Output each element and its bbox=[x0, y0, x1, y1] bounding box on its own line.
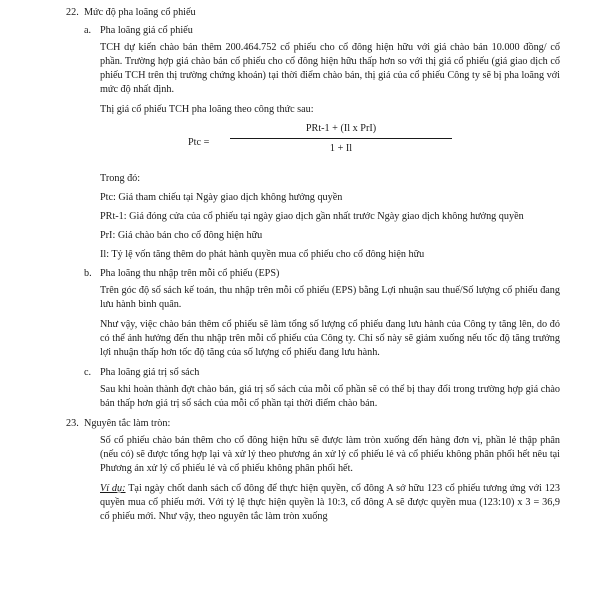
formula-denominator: 1 + Il bbox=[329, 143, 353, 154]
subsection-a-number: a. bbox=[84, 25, 92, 36]
section-23-paragraph-1: Số cổ phiếu chào bán thêm cho cổ đông hiện hữu sẽ được làm tròn xuống đến hàng đơn vị, phần lẻ thập phân (nếu có) sẽ được tổng hợp lại và xử lý theo phương án xử lý cổ phiếu lẻ và cổ phiếu không phân phối hết nêu tại Phương án xử lý cổ phiếu lẻ và cổ phiếu không phân phối hết. bbox=[100, 435, 560, 474]
section-23-number: 23. bbox=[66, 418, 79, 429]
subsection-b-paragraph-1: Trên góc độ sổ sách kế toán, thu nhập trên mỗi cổ phiếu (EPS) bằng Lợi nhuận sau thuế/Số lượng cổ phiếu đang lưu hành bình quân. bbox=[100, 285, 560, 310]
where-label: Trong đó: bbox=[100, 173, 141, 184]
section-22-heading bbox=[66, 6, 560, 20]
dilution-formula bbox=[84, 122, 560, 166]
section-23-heading bbox=[66, 417, 560, 431]
definition-il: Il: Tỷ lệ vốn tăng thêm do phát hành quyền mua cổ phiếu cho cổ đông hiện hữu bbox=[100, 249, 425, 260]
section-23-example bbox=[100, 482, 560, 524]
example-label: Ví dụ: bbox=[100, 483, 126, 494]
subsection-a-paragraph-2: Thị giá cổ phiếu TCH pha loãng theo công thức sau: bbox=[100, 104, 314, 115]
subsection-a-heading bbox=[84, 24, 560, 38]
subsection-c-heading bbox=[84, 366, 560, 380]
subsection-a-title: Pha loãng giá cổ phiếu bbox=[100, 25, 193, 36]
subsection-b-heading bbox=[84, 267, 560, 281]
section-22-number: 22. bbox=[66, 7, 79, 18]
subsection-c-paragraph-1: Sau khi hoàn thành đợt chào bán, giá trị sổ sách của mỗi cổ phần sẽ có thể bị thay đổi trong trường hợp giá chào bán thấp hơn giá trị sổ sách của mỗi cổ phần tại thời điểm chào bán. bbox=[100, 384, 560, 409]
definition-pri: PrI: Giá chào bán cho cổ đông hiện hữu bbox=[100, 230, 263, 241]
definition-ptc: Ptc: Giá tham chiếu tại Ngày giao dịch không hưởng quyền bbox=[100, 192, 343, 203]
subsection-c-title: Pha loãng giá trị sổ sách bbox=[100, 367, 200, 378]
subsection-a-paragraph-1: TCH dự kiến chào bán thêm 200.464.752 cổ phiếu cho cổ đông hiện hữu với giá chào bán 10.000 đồng/ cổ phần. Trường hợp giá chào bán cổ phiếu cho cổ đông hiện hữu thấp hơn so với thị giá cổ phiếu (giá giao dịch cổ phiếu TCH trên thị trường chứng khoán) tại thời điểm chào bán, thị giá của cổ phiếu Công ty sẽ bị pha loãng với mức độ nhất định. bbox=[100, 42, 560, 95]
section-22-title: Mức độ pha loãng cổ phiếu bbox=[84, 7, 196, 18]
subsection-b-title: Pha loãng thu nhập trên mỗi cổ phiếu (EPS) bbox=[100, 268, 280, 279]
definition-prt-1: PRt-1: Giá đóng cửa của cổ phiếu tại ngày giao dịch gần nhất trước Ngày giao dịch không hưởng quyền bbox=[100, 211, 524, 222]
subsection-b-paragraph-2: Như vậy, việc chào bán thêm cổ phiếu sẽ làm tổng số lượng cổ phiếu đang lưu hành của Công ty tăng lên, do đó có thể ảnh hưởng đến thu nhập trên mỗi cổ phiếu của Công ty. Chỉ số này sẽ giảm xuống nếu tốc độ tăng trưởng lợi nhuận thấp hơn tốc độ tăng của số lượng cổ phiếu đang lưu hành. bbox=[100, 319, 560, 358]
subsection-c-number: c. bbox=[84, 367, 92, 378]
section-23-title: Nguyên tắc làm tròn: bbox=[84, 418, 171, 429]
subsection-b-number: b. bbox=[84, 268, 92, 279]
example-text: Tại ngày chốt danh sách cổ đông để thực hiện quyền, cổ đông A sở hữu 123 cổ phiếu tương ứng với 123 quyền mua cổ phiếu mới. Với tỷ lệ thực hiện quyền là 10:3, cổ đông A sẽ được quyền mua (123:10) x 3 = 36,9 cổ phiếu mới. Như vậy, theo nguyên tắc làm tròn xuống bbox=[100, 483, 560, 522]
formula-fraction-bar bbox=[230, 138, 452, 139]
formula-numerator: PRt-1 + (Il x PrI) bbox=[305, 123, 377, 134]
formula-lhs: Ptc = bbox=[188, 137, 210, 148]
